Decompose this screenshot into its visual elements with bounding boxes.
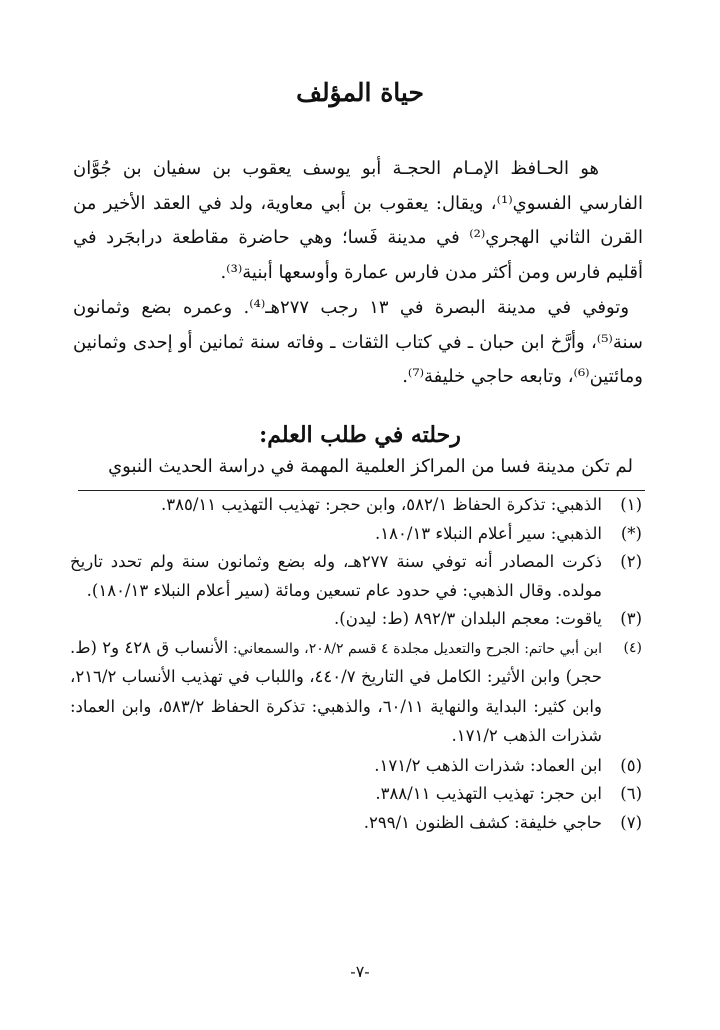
page-title: حياة المؤلف bbox=[296, 78, 424, 107]
footnote-6 bbox=[70, 780, 642, 809]
footnote-5 bbox=[70, 752, 642, 781]
footnote-4 bbox=[70, 634, 642, 752]
footnote-number: (*) bbox=[620, 523, 642, 543]
footnote-number: (٦) bbox=[620, 784, 642, 803]
footnotes bbox=[70, 491, 642, 837]
page-number: -٧- bbox=[350, 962, 370, 981]
footnote-3 bbox=[70, 605, 642, 634]
footnote-1 bbox=[70, 491, 642, 520]
paragraph-author-death: وتوفي في مدينة البصرة في ١٣ رجب ٢٧٧هـ⁽⁴⁾. وعمره بضع وثمانون سنة⁽⁵⁾، وأرَّخ ابن حبان ـ في كتاب الثقات ـ وفاته سنة ثمانين أو إحدى وثمانين ومائتين⁽⁶⁾، وتابعه حاجي خليفة⁽⁷⁾. bbox=[73, 297, 643, 387]
section-heading: رحلته في طلب العلم: bbox=[259, 422, 461, 448]
paragraph-author-intro: هو الحـافظ الإمـام الحجـة أبو يوسف يعقوب بن سفيان بن جُوَّان الفارسي الفسوي⁽¹⁾، ويقال: يعقوب بن أبي معاوية، ولد في العقد الأخير من القرن الثاني الهجري⁽²⁾ في مدينة فَسا؛ وهي حاضرة مقاطعة درابجَرد في أقليم فارس ومن أكثر مدن فارس عمارة وأوسعها أبنية⁽³⁾. bbox=[73, 158, 643, 283]
footnote-text: ابن أبي حاتم: الجرح والتعديل مجلدة ٤ قسم ٢٠٨/٢، والسمعاني: bbox=[232, 640, 602, 657]
footnote-number: (٧) bbox=[620, 812, 642, 832]
footnote-text: ياقوت: معجم البلدان ٨٩٢/٣ (ط: ليدن). bbox=[334, 609, 602, 628]
footnote-number: (٥) bbox=[620, 755, 642, 775]
footnote-text: ذكرت المصادر أنه توفي سنة ٢٧٧هـ، وله بضع وثمانون سنة ولم تحدد تاريخ مولده. وقال الذهبي: في حدود عام تسعين ومائة (سير أعلام النبلاء ١٨٠/١٣). bbox=[70, 552, 603, 600]
footnote-text: الذهبي: تذكرة الحفاظ ٥٨٢/١، وابن حجر: تهذيب التهذيب ٣٨٥/١١. bbox=[161, 495, 602, 514]
footnote-number: (١) bbox=[620, 495, 642, 514]
footnote-2 bbox=[70, 548, 642, 605]
footnote-number: (٢) bbox=[620, 552, 642, 571]
footnote-star bbox=[70, 520, 642, 549]
paragraph-travels: لم تكن مدينة فسا من المراكز العلمية المهمة في دراسة الحديث النبوي bbox=[108, 456, 633, 477]
footnote-continuation: الأنساب ق ٤٢٨ و٢ (ط. حجر) وابن الأثير: الكامل في التاريخ ٤٤٠/٧، واللباب في تهذيب الأنساب ٢١٦/٢، وابن كثير: البداية والنهاية ٦٠/١١، والذهبي: تذكرة الحفاظ ٥٨٣/٢، وابن العماد: شذرات الذهب ١٧١/٢. bbox=[70, 637, 602, 745]
footnote-text: ابن حجر: تهذيب التهذيب ٣٨٨/١١. bbox=[375, 784, 602, 803]
footnote-text: الذهبي: سير أعلام النبلاء ١٨٠/١٣. bbox=[375, 523, 602, 543]
footnote-number: (٣) bbox=[620, 609, 642, 628]
footnote-number: (٤) bbox=[623, 639, 642, 656]
footnote-7 bbox=[70, 809, 642, 838]
footnote-text: ابن العماد: شذرات الذهب ١٧١/٢. bbox=[374, 755, 602, 775]
footnote-text: حاجي خليفة: كشف الظنون ٢٩٩/١. bbox=[363, 812, 602, 832]
